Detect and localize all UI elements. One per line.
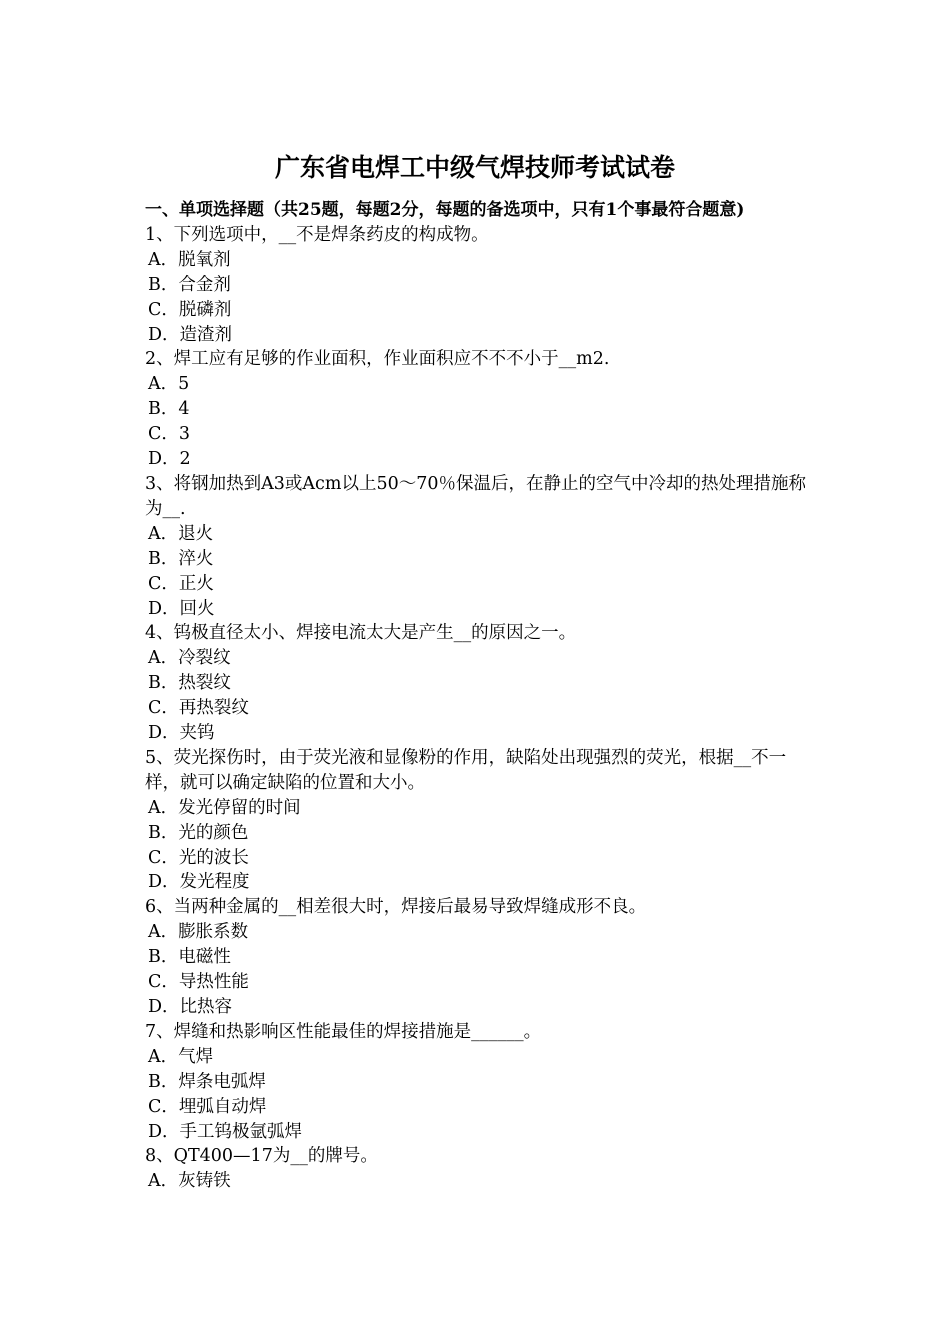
question-1	[145, 223, 810, 348]
option-a: A．发光停留的时间	[148, 797, 301, 818]
question-3	[145, 472, 810, 621]
question-text: 8、QT400—17为__的牌号。	[145, 1146, 378, 1167]
option-b: B．电磁性	[148, 947, 231, 968]
option-c: C．光的波长	[148, 847, 249, 868]
question-text: 5、荧光探伤时，由于荧光液和显像粉的作用，缺陷处出现强烈的荧光，根据__不一样，就可以确定缺陷的位置和大小。	[145, 747, 787, 793]
option-b: B．热裂纹	[148, 673, 231, 694]
option-a: A．退火	[148, 523, 214, 544]
question-text: 7、焊缝和热影响区性能最佳的焊接措施是______。	[145, 1021, 542, 1042]
option-c: C．正火	[148, 573, 214, 594]
question-5	[145, 746, 810, 895]
option-d: D．手工钨极氩弧焊	[148, 1121, 303, 1142]
question-text: 3、将钢加热到A3或Acm以上50～70％保温后，在静止的空气中冷却的热处理措施称为__.	[145, 473, 806, 519]
option-a: A．膨胀系数	[148, 922, 249, 943]
section-heading: 一、单项选择题（共25题，每题2分，每题的备选项中，只有1个事最符合题意)	[145, 200, 745, 220]
option-a: A．脱氧剂	[148, 249, 231, 270]
question-text: 6、当两种金属的__相差很大时，焊接后最易导致焊缝成形不良。	[145, 897, 647, 918]
option-c: C．埋弧自动焊	[148, 1096, 267, 1117]
option-b: B．光的颜色	[148, 822, 249, 843]
option-a: A．灰铸铁	[148, 1171, 231, 1192]
question-2	[145, 347, 810, 472]
question-text: 2、焊工应有足够的作业面积，作业面积应不不不小于__m2.	[145, 349, 610, 370]
option-d: D．比热容	[148, 997, 233, 1017]
question-8	[145, 1144, 810, 1194]
option-d: D．发光程度	[148, 872, 250, 893]
question-6	[145, 895, 810, 1020]
question-text: 4、钨极直径太小、焊接电流太大是产生__的原因之一。	[145, 623, 577, 644]
option-a: A．冷裂纹	[148, 648, 231, 669]
question-text: 1、下列选项中，__不是焊条药皮的构成物。	[145, 224, 489, 245]
option-d: D．夹钨	[148, 723, 215, 744]
option-c: C．导热性能	[148, 972, 249, 993]
option-d: D．造渣剂	[148, 324, 233, 345]
option-c: C．3	[148, 424, 191, 445]
option-c: C．脱磷剂	[148, 299, 232, 320]
exam-content	[145, 198, 810, 1194]
option-b: B．合金剂	[148, 274, 231, 295]
document-title: 广东省电焊工中级气焊技师考试试卷	[274, 153, 675, 182]
option-b: B．焊条电弧焊	[148, 1071, 266, 1092]
option-a: A．5	[148, 374, 190, 395]
option-c: C．再热裂纹	[148, 698, 249, 719]
option-a: A．气焊	[148, 1046, 214, 1067]
option-d: D．回火	[148, 598, 215, 619]
question-7	[145, 1020, 810, 1145]
option-b: B．淬火	[148, 548, 214, 569]
option-b: B．4	[148, 399, 190, 420]
option-d: D．2	[148, 449, 191, 470]
question-4	[145, 621, 810, 746]
